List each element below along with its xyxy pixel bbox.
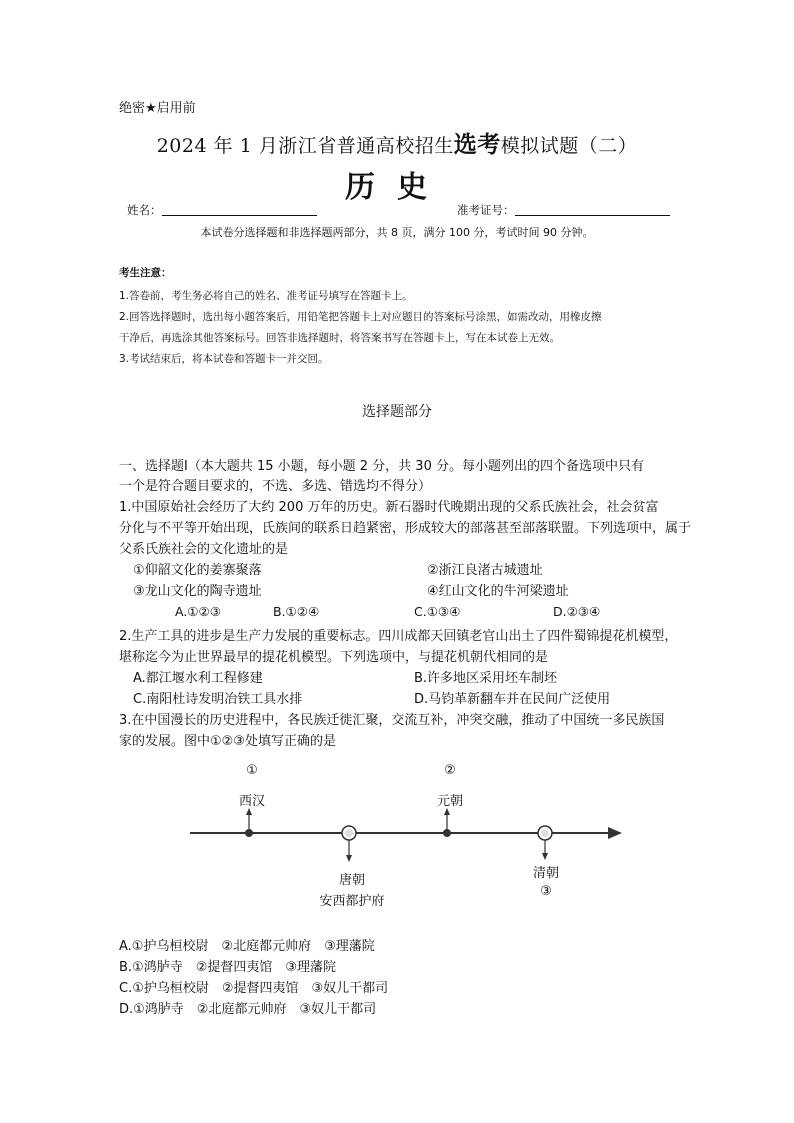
notice-heading: 考生注意：: [119, 267, 172, 279]
xihan-dot: [245, 829, 253, 837]
q1-item: ③龙山文化的陶寺遗址: [133, 584, 262, 599]
qing-pointer-head: [542, 853, 548, 860]
title-pre: 2024 年 1 月浙江省普通高校招生: [156, 135, 454, 157]
q3-stem: 3.在中国漫长的历史进程中，各民族迁徙汇聚，交流互补，冲突交融，推动了中国统一多民族国: [119, 713, 665, 728]
q1-item: ②浙江良渚古城遗址: [427, 563, 543, 578]
timeline-label-tang-sub: 安西都护府: [319, 894, 385, 909]
q1-choice-d[interactable]: D.②③④: [553, 604, 601, 619]
timeline-marker-2: ②: [444, 763, 456, 778]
yuan-pointer-head: [444, 808, 450, 815]
part1-instruction: 一个是符合题目要求的，不选、多选、错选均不得分）: [119, 479, 432, 494]
notice-item: 1.答卷前，考生务必将自己的姓名、准考证号填写在答题卡上。: [119, 290, 413, 302]
subject-title: 历史: [345, 170, 449, 205]
timeline-label-xihan: 西汉: [238, 794, 265, 809]
q1-item: ①仰韶文化的姜寨聚落: [133, 563, 262, 578]
timeline-marker-3: ③: [540, 884, 552, 899]
q3-choice-c[interactable]: C.①护乌桓校尉 ②提督四夷馆 ③奴儿干都司: [119, 981, 389, 996]
notice-item: 2.回答选择题时，选出每小题答案后，用铅笔把答题卡上对应题目的答案标号涂黑，如需改动，用橡皮擦: [119, 311, 602, 323]
xihan-pointer-head: [246, 808, 252, 815]
secret-label: 绝密★启用前: [119, 101, 196, 116]
q2-stem: 堪称迄今为止世界最早的提花机模型。下列选项中，与提花机朝代相同的是: [119, 650, 549, 665]
q2-choice-d[interactable]: D.马钧革新翻车并在民间广泛使用: [414, 692, 611, 707]
q1-stem: 分化与不平等开始出现，氏族间的联系日趋紧密，形成较大的部落甚至部落联盟。下列选项中，属于: [119, 521, 692, 536]
exam-intro: 本试卷分选择题和非选择题两部分，共 8 页，满分 100 分，考试时间 90 分钟。: [200, 226, 594, 239]
tang-pointer-head: [346, 855, 352, 862]
q1-stem: 父系氏族社会的文化遗址的是: [119, 542, 289, 557]
q1-choice-c[interactable]: C.①③④: [414, 604, 461, 619]
q1-choice-b[interactable]: B.①②④: [273, 604, 320, 619]
q1-stem: 1.中国原始社会经历了大约 200 万年的历史。新石器时代晚期出现的父系氏族社会，社会贫富: [119, 500, 659, 515]
name-label: 姓名：: [127, 203, 162, 217]
timeline-label-qing: 清朝: [532, 866, 559, 881]
timeline-marker-1: ①: [246, 763, 258, 778]
q1-item: ④红山文化的牛河梁遗址: [427, 584, 569, 599]
section-title: 选择题部分: [362, 404, 432, 420]
title-post: 模拟试题（二）: [500, 135, 638, 157]
q2-choice-a[interactable]: A.都江堰水利工程修建: [133, 671, 263, 686]
q2-choice-c[interactable]: C.南阳杜诗发明冶铁工具水排: [133, 692, 303, 707]
q2-stem: 2.生产工具的进步是生产力发展的重要标志。四川成都天回镇老官山出土了四件蜀锦提花机模型，: [119, 629, 678, 644]
tang-node-inner: [345, 829, 353, 837]
q3-choice-a[interactable]: A.①护乌桓校尉 ②北庭都元帅府 ③理藩院: [119, 939, 375, 954]
q3-choice-b[interactable]: B.①鸿胪寺 ②提督四夷馆 ③理藩院: [119, 960, 337, 975]
q1-choice-a[interactable]: A.①②③: [175, 604, 221, 619]
qing-node-inner: [541, 829, 549, 837]
q3-choice-d[interactable]: D.①鸿胪寺 ②北庭都元帅府 ③奴儿干都司: [119, 1002, 377, 1017]
timeline-label-yuan: 元朝: [436, 794, 463, 809]
yuan-dot: [443, 829, 451, 837]
exam-id-label: 准考证号：: [457, 203, 515, 217]
notice-item: 干净后，再选涂其他答案标号。回答非选择题时，将答案书写在答题卡上，写在本试卷上无效。: [119, 332, 560, 344]
timeline-label-tang: 唐朝: [338, 873, 365, 888]
q2-choice-b[interactable]: B.许多地区采用坯车制坯: [414, 671, 558, 686]
timeline-arrowhead: [608, 827, 622, 839]
part1-instruction: 一、选择题Ⅰ（本大题共 15 小题，每小题 2 分，共 30 分。每小题列出的四个备选项中只有: [119, 459, 644, 474]
notice-item: 3.考试结束后，将本试卷和答题卡一并交回。: [119, 353, 329, 365]
q3-stem: 家的发展。图中①②③处填写正确的是: [119, 734, 336, 749]
title-bold: 选考: [453, 131, 501, 158]
